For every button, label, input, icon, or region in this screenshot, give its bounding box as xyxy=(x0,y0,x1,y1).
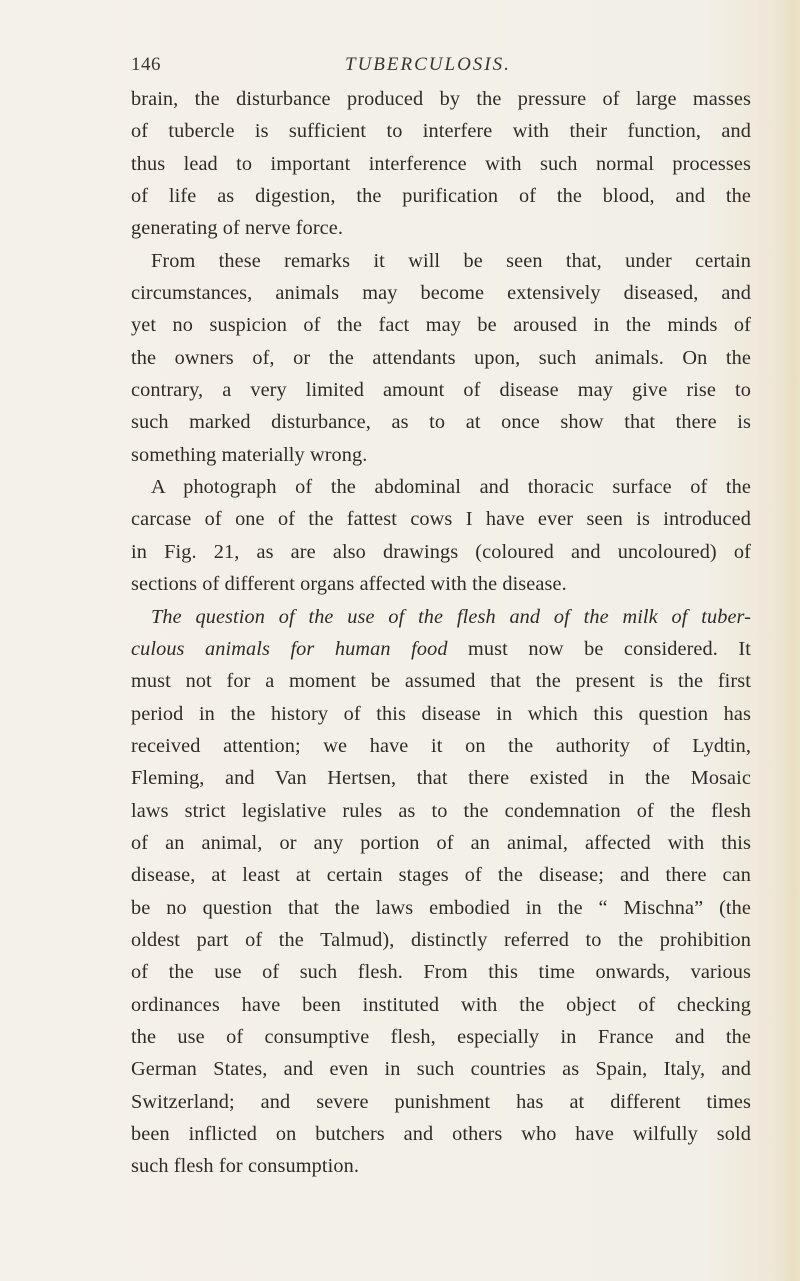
text-line: must not for a moment be assumed that the present is the first xyxy=(131,670,751,693)
text-line: thus lead to important interference with such normal processes xyxy=(131,152,751,175)
text-line: Fleming, and Van Hertsen, that there existed in the Mosaic xyxy=(131,767,751,790)
page-edge-shading xyxy=(782,0,800,1281)
text-line: of the use of such flesh. From this time onwards, various xyxy=(131,961,751,984)
text-line: sections of different organs affected with the disease. xyxy=(131,573,567,596)
page-number: 146 xyxy=(131,54,161,75)
running-title: TUBERCULOSIS. xyxy=(345,54,511,75)
text-line: be no question that the laws embodied in the “ Mischna” (the xyxy=(131,896,751,919)
text-line: period in the history of this disease in which this question has xyxy=(131,702,751,725)
text-line: circumstances, animals may become extensively diseased, and xyxy=(131,282,751,305)
text-line: such flesh for consumption. xyxy=(131,1155,360,1178)
text-line: yet no suspicion of the fact may be aroused in the minds of xyxy=(131,314,751,337)
text-line: carcase of one of the fattest cows I have ever seen is introduced xyxy=(131,508,751,531)
text-line: been inflicted on butchers and others who have wilfully sold xyxy=(131,1123,751,1145)
page-header xyxy=(131,54,749,80)
italic-phrase: culous animals for human food xyxy=(131,637,448,660)
italic-phrase: The question of the use of the flesh and of the milk of tuber- xyxy=(151,605,751,628)
text-line: culous animals for human food must now be considered. It xyxy=(131,637,752,660)
text-line: of tubercle is sufficient to interfere with their function, and xyxy=(131,120,751,143)
text-line: ordinances have been instituted with the object of checking xyxy=(131,993,751,1016)
body-text xyxy=(131,83,751,1183)
paragraph-start-line xyxy=(131,601,751,633)
text-line: disease, at least at certain stages of the disease; and there can xyxy=(131,864,751,887)
text-line: brain, the disturbance produced by the pressure of large masses xyxy=(131,88,751,110)
text-line: oldest part of the Talmud), distinctly referred to the prohibition xyxy=(131,928,751,951)
text-line: of an animal, or any portion of an animal, affected with this xyxy=(131,831,751,854)
text-line: the use of consumptive flesh, especially in France and the xyxy=(131,1025,751,1048)
text-line: generating of nerve force. xyxy=(131,217,344,240)
text-line: of life as digestion, the purification of the blood, and the xyxy=(131,185,751,208)
text-line: laws strict legislative rules as to the condemnation of the flesh xyxy=(131,799,751,822)
text-line: the owners of, or the attendants upon, such animals. On the xyxy=(131,346,751,369)
text-line: such marked disturbance, as to at once show that there is xyxy=(131,411,751,434)
text-line: contrary, a very limited amount of disease may give rise to xyxy=(131,379,751,402)
text-line: German States, and even in such countries as Spain, Italy, and xyxy=(131,1058,751,1081)
text-line: in Fig. 21, as are also drawings (coloured and uncoloured) of xyxy=(131,540,751,563)
paragraph-start-line: A photograph of the abdominal and thoracic surface of the xyxy=(151,476,751,499)
text-line: something materially wrong. xyxy=(131,443,368,466)
paragraph-start-line: From these remarks it will be seen that, under certain xyxy=(151,249,751,272)
text-line: Switzerland; and severe punishment has at different times xyxy=(131,1090,751,1113)
text-line: received attention; we have it on the authority of Lydtin, xyxy=(131,734,751,757)
